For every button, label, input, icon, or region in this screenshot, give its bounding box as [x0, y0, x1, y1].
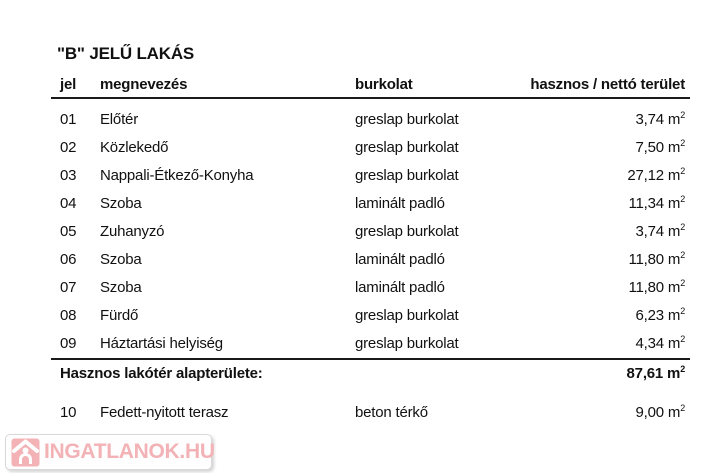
square-sup: 2 — [680, 306, 685, 316]
square-sup: 2 — [680, 110, 685, 120]
row-terulet: 3,74 $m^2$ — [635, 222, 685, 240]
header-terulet: hasznos / nettó terület — [530, 76, 685, 93]
row-burkolat: greslap burkolat — [355, 167, 459, 184]
row-terulet: 4,34 $m^2$ — [635, 334, 685, 352]
square-sup: 2 — [680, 403, 685, 413]
row-megnevezes: Háztartási helyiség — [100, 335, 223, 352]
area-table — [51, 77, 690, 427]
row-megnevezes: Előtér — [100, 111, 138, 128]
row-jel: 07 — [60, 279, 77, 296]
header-jel: jel — [60, 76, 77, 93]
house-icon — [11, 438, 40, 467]
row-burkolat: greslap burkolat — [355, 139, 459, 156]
row-megnevezes: Közlekedő — [100, 139, 169, 156]
row-megnevezes: Szoba — [100, 195, 142, 212]
square-sup: 2 — [680, 166, 685, 176]
table-body — [51, 106, 690, 358]
table-row — [51, 302, 690, 330]
row-burkolat: greslap burkolat — [355, 223, 459, 240]
watermark-badge — [5, 434, 215, 470]
watermark-text: INGATLANOK.HU — [44, 440, 215, 463]
row-jel: 09 — [60, 335, 77, 352]
row-terulet: 11,80 $m^2$ — [628, 250, 685, 268]
table-row — [51, 274, 690, 302]
row-jel: 03 — [60, 167, 77, 184]
row-terulet: 9,00 $m^2$ — [635, 403, 685, 421]
row-megnevezes: Fürdő — [100, 307, 139, 324]
row-megnevezes: Fedett-nyitott terasz — [100, 404, 229, 421]
summary-area: 87,61 $m^2$ — [626, 364, 685, 382]
row-burkolat: laminált padló — [355, 279, 445, 296]
table-row — [51, 190, 690, 218]
row-burkolat: beton térkő — [355, 404, 428, 421]
row-megnevezes: Szoba — [100, 251, 142, 268]
row-jel: 04 — [60, 195, 77, 212]
row-burkolat: greslap burkolat — [355, 335, 459, 352]
header-megnevezes: megnevezés — [100, 76, 188, 93]
row-terulet: 6,23 $m^2$ — [635, 306, 685, 324]
header-burkolat: burkolat — [355, 76, 413, 93]
square-sup: 2 — [680, 138, 685, 148]
table-row — [51, 399, 690, 427]
table-header-row — [51, 77, 690, 99]
square-sup: 2 — [680, 222, 685, 232]
row-megnevezes: Zuhanyzó — [100, 223, 165, 240]
table-row — [51, 162, 690, 190]
row-terulet: 7,50 $m^2$ — [635, 138, 685, 156]
row-terulet: 27,12 $m^2$ — [627, 166, 685, 184]
row-megnevezes: Szoba — [100, 279, 142, 296]
row-jel: 05 — [60, 223, 77, 240]
square-sup: 2 — [680, 364, 685, 374]
row-burkolat: laminált padló — [355, 195, 445, 212]
row-terulet: 3,74 $m^2$ — [635, 110, 685, 128]
table-extra-rows — [51, 399, 690, 427]
row-burkolat: laminált padló — [355, 251, 445, 268]
summary-row — [51, 358, 690, 388]
row-megnevezes: Nappali-Étkező-Konyha — [100, 167, 254, 184]
row-jel: 02 — [60, 139, 77, 156]
row-terulet: 11,34 $m^2$ — [628, 194, 685, 212]
square-sup: 2 — [680, 250, 685, 260]
row-burkolat: greslap burkolat — [355, 307, 459, 324]
square-sup: 2 — [680, 278, 685, 288]
row-jel: 01 — [60, 111, 77, 128]
table-row — [51, 218, 690, 246]
summary-label: Hasznos lakótér alapterülete: — [60, 365, 263, 382]
table-row — [51, 134, 690, 162]
row-terulet: 11,80 $m^2$ — [628, 278, 685, 296]
table-row — [51, 106, 690, 134]
square-sup: 2 — [680, 194, 685, 204]
page-title: "B" JELŰ LAKÁS — [57, 44, 195, 63]
row-jel: 08 — [60, 307, 77, 324]
row-jel: 06 — [60, 251, 77, 268]
row-jel: 10 — [60, 404, 77, 421]
square-sup: 2 — [680, 334, 685, 344]
table-row — [51, 330, 690, 358]
table-row — [51, 246, 690, 274]
row-burkolat: greslap burkolat — [355, 111, 459, 128]
